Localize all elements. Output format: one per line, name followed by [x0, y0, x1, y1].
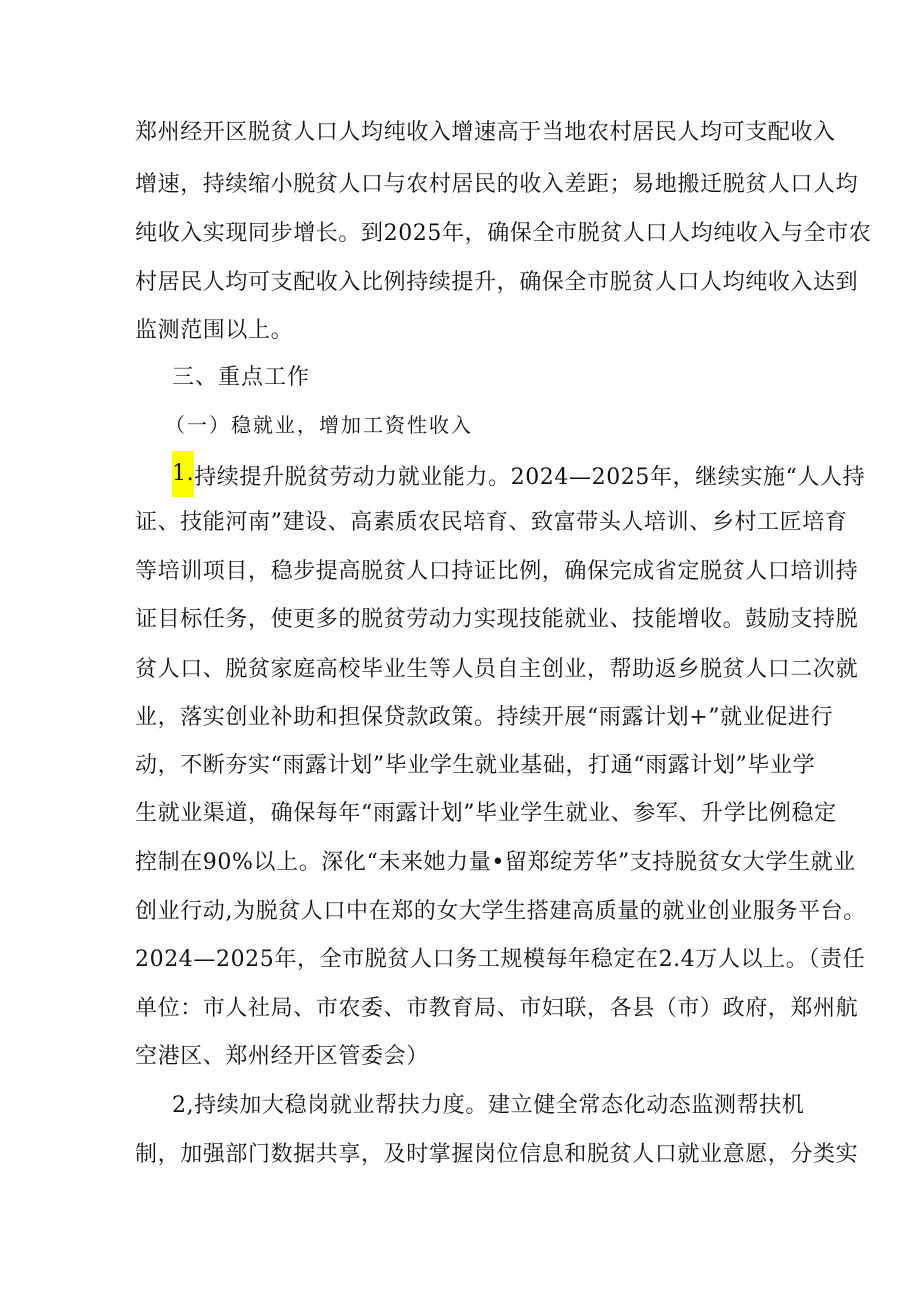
paragraph-line: 证、技能河南”建设、高素质农民培育、致富带头人培训、乡村工匠培育	[135, 510, 848, 535]
item-number-highlight: 1.	[172, 451, 194, 497]
paragraph-line: 空港区、郑州经开区管委会）	[135, 1044, 429, 1069]
paragraph-line: 生就业渠道，确保每年“雨露计划”毕业学生就业、参军、升学比例稳定	[135, 801, 837, 826]
paragraph-line: 证目标任务，使更多的脱贫劳动力实现技能就业、技能增收。鼓励支持脱	[135, 607, 859, 632]
paragraph-line: 监测范围以上。	[135, 318, 294, 343]
paragraph-line: 制，加强部门数据共享，及时掌握岗位信息和脱贫人口就业意愿，分类实	[135, 1142, 859, 1167]
item-2-first-line: 2,持续加大稳岗就业帮扶力度。建立健全常态化动态监测帮扶机	[172, 1093, 805, 1118]
paragraph-line: 贫人口、脱贫家庭高校毕业生等人员自主创业，帮助返乡脱贫人口二次就	[135, 657, 859, 682]
item-1-first-line	[172, 459, 865, 497]
paragraph-line: 村居民人均可支配收入比例持续提升，确保全市脱贫人口人均纯收入达到	[135, 270, 859, 295]
section-heading: 三、重点工作	[172, 365, 311, 390]
paragraph-line: 增速，持续缩小脱贫人口与农村居民的收入差距；易地搬迁脱贫人口人均	[135, 172, 859, 197]
paragraph-line: 2024—2025年，全市脱贫人口务工规模每年稳定在2.4万人以上。（责任	[135, 947, 866, 972]
paragraph-line: 业，落实创业补助和担保贷款政策。持续开展“雨露计划+”就业促进行	[135, 705, 834, 730]
paragraph-line: 动，不断夯实“雨露计划”毕业学生就业基础，打通“雨露计划”毕业学	[135, 753, 816, 778]
subsection-heading: （一）稳就业，增加工资性收入	[165, 413, 473, 437]
item-1-title: 持续提升脱贫劳动力就业能力。2024—2025年，继续实施“人人持	[194, 465, 866, 490]
paragraph-line: 控制在90%以上。深化“未来她力量•留郑绽芳华”支持脱贫女大学生就业	[135, 850, 856, 875]
paragraph-line: 等培训项目，稳步提高脱贫人口持证比例，确保完成省定脱贫人口培训持	[135, 559, 859, 584]
paragraph-line: 创业行动,为脱贫人口中在郑的女大学生搭建高质量的就业创业服务平台。	[135, 899, 866, 924]
paragraph-line: 郑州经开区脱贫人口人均纯收入增速高于当地农村居民人均可支配收入	[135, 120, 836, 145]
paragraph-line: 纯收入实现同步增长。到2025年，确保全市脱贫人口人均纯收入与全市农	[135, 221, 872, 246]
paragraph-line: 单位：市人社局、市农委、市教育局、市妇联，各县（市）政府，郑州航	[135, 996, 859, 1021]
